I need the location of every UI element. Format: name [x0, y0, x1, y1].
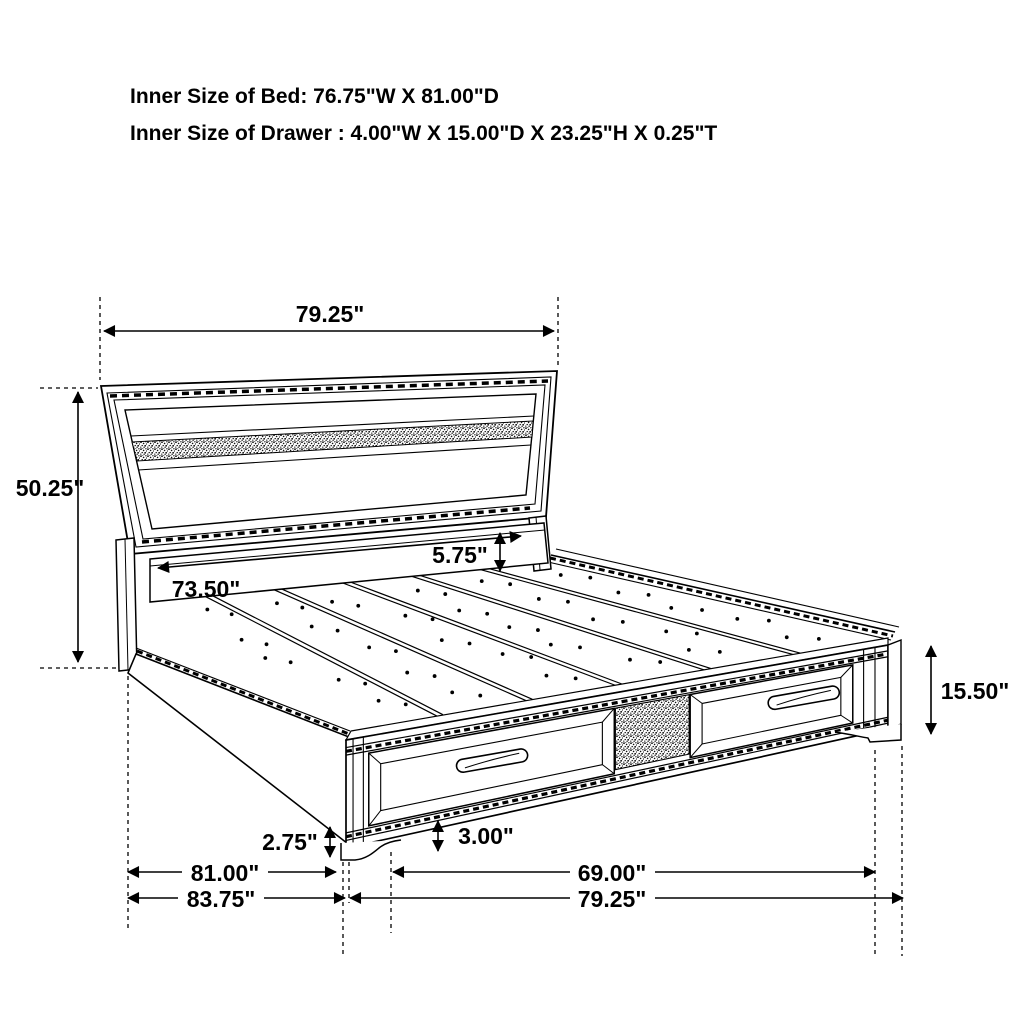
dim-headboard-inner-width-label: 73.50" — [171, 576, 241, 602]
dim-footboard-height-label: 15.50" — [940, 678, 1010, 704]
dim-rail-floor-gap-label: 2.75" — [262, 829, 318, 855]
spec-line-drawer: Inner Size of Drawer : 4.00"W X 15.00"D X 23.25"H X 0.25"T — [130, 122, 718, 145]
dim-drawer-span-label: 69.00" — [577, 860, 647, 886]
dim-rail-length-label: 81.00" — [190, 860, 260, 886]
dim-headboard-height-label: 50.25" — [15, 475, 85, 501]
dim-foot-clearance-label: 3.00" — [458, 823, 514, 849]
dim-base-rail-height-label: 5.75" — [432, 542, 488, 568]
spec-line-bed: Inner Size of Bed: 76.75"W X 81.00"D — [130, 85, 499, 108]
dim-headboard-width-label: 79.25" — [295, 301, 365, 327]
dim-footboard-width-label: 79.25" — [577, 886, 647, 912]
dim-overall-depth-label: 83.75" — [186, 886, 256, 912]
